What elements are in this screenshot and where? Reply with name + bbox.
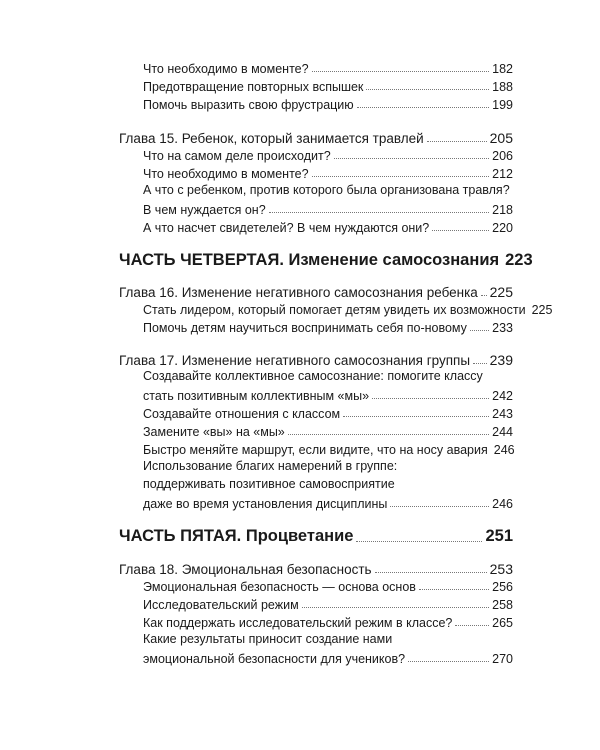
- toc-page-number: 258: [492, 598, 513, 612]
- toc-entry: [143, 648, 513, 666]
- dot-leader: [343, 416, 489, 417]
- toc-entry: [143, 163, 513, 181]
- toc-page-number: 244: [492, 425, 513, 439]
- toc-entry: [143, 299, 553, 317]
- toc-entry-title: Предотвращение повторных вспышек: [143, 80, 364, 94]
- part-title: Изменение самосознания: [288, 251, 500, 269]
- toc-entry: [143, 493, 513, 511]
- chapter-title: Глава 17. Изменение негативного самосознания группы: [119, 353, 471, 368]
- toc-entry: [143, 317, 513, 335]
- toc-page-number: 206: [492, 149, 513, 163]
- part-page-number: 251: [485, 527, 513, 545]
- toc-page-number: 220: [492, 221, 513, 235]
- toc-page-number: 242: [492, 389, 513, 403]
- toc-chapter: [119, 348, 513, 368]
- dot-leader: [432, 230, 489, 231]
- toc-entry-title: Создавайте отношения с классом: [143, 407, 341, 421]
- part-heading: [119, 527, 353, 546]
- dot-leader: [390, 506, 489, 507]
- toc-entry: [143, 576, 513, 594]
- toc-page-number: 188: [492, 80, 513, 94]
- toc-entry-line: Создавайте коллективное самосознание: помогите классу: [143, 369, 483, 383]
- toc-entry-title: Что необходимо в моменте?: [143, 167, 309, 181]
- dot-leader: [269, 212, 489, 213]
- part-page-number: 223: [505, 251, 533, 269]
- chapter-title: Глава 16. Изменение негативного самосознания ребенка: [119, 285, 478, 300]
- toc-page-number: 225: [531, 303, 553, 317]
- toc-entry-line: А что с ребенком, против которого была организована травля?: [143, 183, 510, 197]
- toc-part: [119, 524, 513, 546]
- toc-entry-title: Исследовательский режим: [143, 598, 299, 612]
- chapter-page-number: 239: [489, 352, 513, 368]
- toc-entry-title: Стать лидером, который помогает детям увидеть их возможности: [143, 303, 526, 317]
- part-number: ЧАСТЬ ПЯТАЯ.: [119, 527, 242, 545]
- dot-leader: [302, 607, 489, 608]
- toc-entry: [143, 76, 513, 94]
- chapter-title: Глава 15. Ребенок, который занимается травлей: [119, 131, 424, 146]
- toc-entry-line: Использование благих намерений в группе:: [143, 459, 398, 473]
- dot-leader: [473, 363, 487, 364]
- toc-entry: [143, 439, 513, 457]
- part-heading: [119, 251, 499, 270]
- toc-entry: [143, 199, 513, 217]
- toc-entry: [143, 403, 513, 421]
- toc-page-number: 246: [493, 443, 515, 457]
- toc-entry: [143, 594, 513, 612]
- toc-entry-line: поддерживать позитивное самовосприятие: [143, 477, 395, 491]
- toc-page-number: 243: [492, 407, 513, 421]
- toc-page-number: 212: [492, 167, 513, 181]
- toc-entry-title: Что на самом деле происходит?: [143, 149, 331, 163]
- toc-entry-title: Быстро меняйте маршрут, если видите, что на носу авария: [143, 443, 488, 457]
- toc-page-number: 256: [492, 580, 513, 594]
- toc-page-number: 218: [492, 203, 513, 217]
- toc-entry-title: А что насчет свидетелей? В чем нуждаются они?: [143, 221, 430, 235]
- chapter-page-number: 225: [489, 284, 513, 300]
- toc-part: [119, 248, 533, 270]
- toc-entry-title: Помочь выразить свою фрустрацию: [143, 98, 354, 112]
- dot-leader: [455, 625, 489, 626]
- dot-leader: [408, 661, 489, 662]
- dot-leader: [356, 541, 482, 542]
- toc-entry-title: Эмоциональная безопасность — основа основ: [143, 580, 416, 594]
- toc-chapter: [119, 280, 513, 300]
- chapter-title: Глава 18. Эмоциональная безопасность: [119, 562, 372, 577]
- dot-leader: [366, 89, 489, 90]
- toc-entry-title: Что необходимо в моменте?: [143, 62, 309, 76]
- dot-leader: [357, 107, 489, 108]
- dot-leader: [288, 434, 489, 435]
- toc-entry: [143, 94, 513, 112]
- toc-entry-title: Как поддержать исследовательский режим в классе?: [143, 616, 453, 630]
- toc-page-number: 182: [492, 62, 513, 76]
- dot-leader: [481, 295, 487, 296]
- dot-leader: [419, 589, 489, 590]
- toc-page-number: 270: [492, 652, 513, 666]
- dot-leader: [375, 572, 487, 573]
- toc-entry: [143, 385, 513, 403]
- dot-leader: [334, 158, 489, 159]
- toc-entry-title: Замените «вы» на «мы»: [143, 425, 285, 439]
- toc-entry-title: эмоциональной безопасности для учеников?: [143, 652, 406, 666]
- part-number: ЧАСТЬ ЧЕТВЕРТАЯ.: [119, 251, 284, 269]
- toc-page-number: 199: [492, 98, 513, 112]
- dot-leader: [427, 141, 487, 142]
- toc-entry-title: Помочь детям научиться воспринимать себя по-новому: [143, 321, 467, 335]
- toc-entry: [143, 145, 513, 163]
- chapter-page-number: 205: [489, 130, 513, 146]
- chapter-page-number: 253: [489, 561, 513, 577]
- toc-chapter: [119, 126, 513, 146]
- toc-entry-title: стать позитивным коллективным «мы»: [143, 389, 370, 403]
- toc-entry: [143, 421, 513, 439]
- dot-leader: [372, 398, 489, 399]
- dot-leader: [470, 330, 489, 331]
- toc-chapter: [119, 557, 513, 577]
- toc-entry: [143, 217, 513, 235]
- toc-entry-title: даже во время установления дисциплины: [143, 497, 388, 511]
- toc-entry-line: Какие результаты приносит создание нами: [143, 632, 393, 646]
- toc-entry: [143, 58, 513, 76]
- toc-page-number: 246: [492, 497, 513, 511]
- dot-leader: [312, 176, 490, 177]
- toc-page-number: 233: [492, 321, 513, 335]
- toc-page-number: 265: [492, 616, 513, 630]
- dot-leader: [312, 71, 490, 72]
- toc-entry-title: В чем нуждается он?: [143, 203, 266, 217]
- toc-entry: [143, 612, 513, 630]
- part-title: Процветание: [245, 527, 354, 545]
